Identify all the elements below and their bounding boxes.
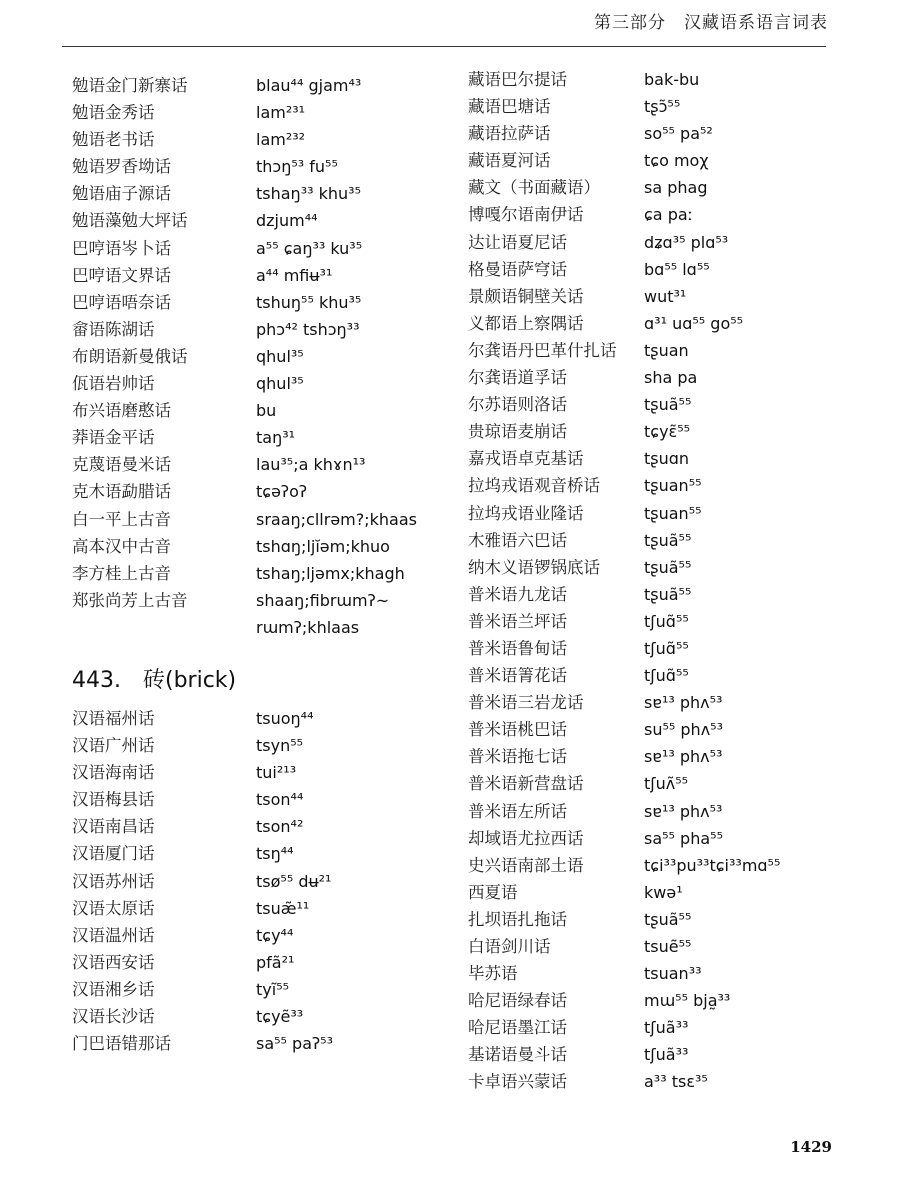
word-entry-row xyxy=(468,635,848,662)
language-name: 白语剑川话 xyxy=(468,937,551,956)
pronunciation: tyĩ⁵⁵ xyxy=(256,979,290,999)
word-entry-row xyxy=(468,608,848,635)
pronunciation: pfã²¹ xyxy=(256,952,295,972)
word-entry-row xyxy=(468,66,848,93)
word-entry-row xyxy=(468,1068,848,1095)
word-entry-row xyxy=(72,397,452,424)
word-entry-row xyxy=(72,949,452,976)
language-name: 汉语广州话 xyxy=(72,736,155,756)
word-entry-row xyxy=(72,732,452,759)
word-entry-row xyxy=(468,906,848,933)
language-name: 汉语湘乡话 xyxy=(72,979,155,999)
pronunciation: lam²³² xyxy=(256,130,306,150)
language-name: 木雅语六巴话 xyxy=(468,530,567,550)
word-entry-row xyxy=(468,256,848,283)
pronunciation: sɐ¹³ phʌ⁵³ xyxy=(644,693,723,713)
word-entry-row xyxy=(468,120,848,147)
word-entry-row xyxy=(72,895,452,922)
language-name: 勉语金秀话 xyxy=(72,103,155,123)
pronunciation: tɕyɛ̃⁵⁵ xyxy=(644,422,691,442)
pronunciation: tʃuɑ̃⁵⁵ xyxy=(644,611,689,631)
word-entry-row xyxy=(468,93,848,120)
language-name: 勉语罗香坳话 xyxy=(72,157,171,177)
word-entry-row xyxy=(468,662,848,689)
language-name: 达让语夏尼话 xyxy=(468,232,567,252)
pronunciation: bak-bu xyxy=(644,70,700,89)
pronunciation: tʃuʌ̃⁵⁵ xyxy=(644,774,689,794)
pronunciation: sa phag xyxy=(644,178,708,198)
pronunciation: tʃuã³³ xyxy=(644,1045,689,1065)
left-top-list xyxy=(72,72,452,641)
pronunciation: tɕyẽ³³ xyxy=(256,1007,304,1026)
language-name: 普米语新营盘话 xyxy=(468,774,584,794)
word-entry-row xyxy=(72,560,452,587)
language-name: 藏文（书面藏语） xyxy=(468,178,600,198)
language-name: 布朗语新曼俄话 xyxy=(72,346,188,366)
pronunciation: tʂɔ̃⁵⁵ xyxy=(644,97,681,117)
word-entry-row xyxy=(72,478,452,505)
word-entry-row xyxy=(72,126,452,153)
word-entry-row xyxy=(72,153,452,180)
word-entry-row xyxy=(468,174,848,201)
word-entry-row xyxy=(468,418,848,445)
language-name: 普米语三岩龙话 xyxy=(468,693,584,713)
language-name: 哈尼语墨江话 xyxy=(468,1018,567,1038)
language-name: 布兴语磨憨话 xyxy=(72,401,171,421)
language-name: 史兴语南部土语 xyxy=(468,855,584,875)
pronunciation: rɯmʔ;khlaas xyxy=(256,617,360,637)
language-name: 普米语九龙话 xyxy=(468,584,567,604)
pronunciation: dʑɑ³⁵ plɑ⁵³ xyxy=(644,232,729,252)
pronunciation: phɔ⁴² tshɔŋ³³ xyxy=(256,319,360,339)
language-name: 毕苏语 xyxy=(468,964,518,984)
word-entry-row xyxy=(72,614,452,641)
pronunciation: taŋ³¹ xyxy=(256,428,296,448)
pronunciation: sɐ¹³ phʌ⁵³ xyxy=(644,747,723,767)
language-name: 汉语苏州话 xyxy=(72,871,155,891)
pronunciation: a⁴⁴ mfiʉ³¹ xyxy=(256,265,333,285)
word-entry-row xyxy=(72,99,452,126)
language-name: 汉语海南话 xyxy=(72,763,155,783)
language-name: 汉语西安话 xyxy=(72,952,155,972)
word-entry-row xyxy=(468,283,848,310)
pronunciation: so⁵⁵ pa⁵² xyxy=(644,124,713,144)
pronunciation: qhul³⁵ xyxy=(256,346,304,366)
language-name: 李方桂上古音 xyxy=(72,563,171,583)
pronunciation: a⁵⁵ ɕaŋ³³ ku³⁵ xyxy=(256,238,363,258)
pronunciation: tshaŋ;ljəmx;khagh xyxy=(256,563,405,583)
language-name: 尔龚语道孚话 xyxy=(468,368,567,388)
pronunciation: tsuan³³ xyxy=(644,964,702,984)
pronunciation: sa⁵⁵ pha⁵⁵ xyxy=(644,828,723,848)
word-entry-row xyxy=(468,743,848,770)
word-entry-row xyxy=(72,868,452,895)
pronunciation: lam²³¹ xyxy=(256,103,306,123)
word-entry-row xyxy=(468,201,848,228)
word-entry-row xyxy=(468,879,848,906)
pronunciation: tshaŋ³³ khu³⁵ xyxy=(256,184,361,204)
pronunciation: tʃuɑ̃⁵⁵ xyxy=(644,666,689,686)
word-entry-row xyxy=(468,527,848,554)
language-name: 勉语老书话 xyxy=(72,130,155,150)
pronunciation: sa⁵⁵ paʔ⁵³ xyxy=(256,1034,334,1054)
language-name: 佤语岩帅话 xyxy=(72,374,155,394)
language-name: 博嘎尔语南伊话 xyxy=(468,205,584,225)
word-entry-row xyxy=(468,554,848,581)
language-name: 却域语尤拉西话 xyxy=(468,828,584,848)
pronunciation: dzjum⁴⁴ xyxy=(256,211,318,231)
word-entry-row xyxy=(468,581,848,608)
language-name: 纳木义语锣锅底话 xyxy=(468,557,600,577)
pronunciation: shaaŋ;fibrɯmʔ~ xyxy=(256,590,390,610)
language-name: 巴哼语唔奈话 xyxy=(72,292,171,312)
pronunciation: tshuŋ⁵⁵ khu³⁵ xyxy=(256,292,362,312)
section-heading: 砖(brick) xyxy=(142,667,237,693)
language-name: 汉语福州话 xyxy=(72,708,155,728)
word-entry-row xyxy=(468,364,848,391)
language-name: 藏语巴尔提话 xyxy=(468,70,567,89)
language-name: 嘉戎语卓克基话 xyxy=(468,449,584,469)
language-name: 尔苏语则洛话 xyxy=(468,395,567,415)
word-entry-row xyxy=(468,391,848,418)
language-name: 格曼语萨穹话 xyxy=(468,259,567,279)
pronunciation: tʂuã⁵⁵ xyxy=(644,530,692,550)
language-name: 勉语金门新寨话 xyxy=(72,76,188,95)
word-entry-row xyxy=(468,500,848,527)
language-name: 畲语陈湖话 xyxy=(72,319,155,339)
pronunciation: sha pa xyxy=(644,368,698,388)
pronunciation: bu xyxy=(256,401,277,421)
language-name: 高本汉中古音 xyxy=(72,536,171,556)
word-entry-row xyxy=(468,337,848,364)
page-number: 1429 xyxy=(790,1138,832,1156)
language-name: 巴哼语文界话 xyxy=(72,265,171,285)
language-name: 扎坝语扎拖话 xyxy=(468,909,567,929)
word-entry-row xyxy=(468,310,848,337)
right-column xyxy=(468,66,848,1096)
word-entry-row xyxy=(72,533,452,560)
word-entry-row xyxy=(468,229,848,256)
language-name: 普米语鲁甸话 xyxy=(468,638,567,658)
language-name: 尔龚语丹巴革什扎话 xyxy=(468,340,617,360)
word-entry-row xyxy=(468,987,848,1014)
word-entry-row xyxy=(468,689,848,716)
word-entry-row xyxy=(468,798,848,825)
language-name: 克蔑语曼米话 xyxy=(72,455,171,475)
left-column xyxy=(72,72,452,1057)
pronunciation: kwə¹ xyxy=(644,882,683,902)
pronunciation: qhul³⁵ xyxy=(256,374,304,394)
language-name: 白一平上古音 xyxy=(72,509,171,529)
language-name: 藏语夏河话 xyxy=(468,151,551,171)
pronunciation: tʂuan⁵⁵ xyxy=(644,476,702,496)
running-header: 第三部分 汉藏语系语言词表 xyxy=(594,13,828,33)
pronunciation: wut³¹ xyxy=(644,286,687,306)
word-entry-row xyxy=(468,472,848,499)
word-entry-row xyxy=(468,933,848,960)
word-entry-row xyxy=(72,506,452,533)
pronunciation: tʃuã³³ xyxy=(644,1018,689,1038)
language-name: 普米语拖七话 xyxy=(468,747,567,767)
pronunciation: tʂuã⁵⁵ xyxy=(644,584,692,604)
language-name: 克木语勐腊话 xyxy=(72,482,171,502)
language-name: 藏语巴塘话 xyxy=(468,97,551,117)
pronunciation: a³³ tsɛ³⁵ xyxy=(644,1072,708,1092)
language-name: 拉坞戎语业隆话 xyxy=(468,503,584,523)
word-entry-row xyxy=(72,976,452,1003)
word-entry-row xyxy=(468,445,848,472)
pronunciation: tson⁴² xyxy=(256,817,304,837)
word-entry-row xyxy=(72,705,452,732)
language-name: 勉语藻勉大坪话 xyxy=(72,211,188,231)
word-entry-row xyxy=(72,424,452,451)
pronunciation: tʂuɑn xyxy=(644,449,690,469)
language-name: 勉语庙子源话 xyxy=(72,184,171,204)
word-entry-row xyxy=(72,289,452,316)
word-entry-row xyxy=(72,207,452,234)
section-title xyxy=(72,659,452,703)
pronunciation: tsuæ̃¹¹ xyxy=(256,898,310,918)
pronunciation: su⁵⁵ phʌ⁵³ xyxy=(644,720,723,740)
language-name: 卡卓语兴蒙话 xyxy=(468,1072,567,1092)
language-name: 莽语金平话 xyxy=(72,428,155,448)
pronunciation: tson⁴⁴ xyxy=(256,790,304,810)
left-bottom-list xyxy=(72,705,452,1057)
pronunciation: tɕəʔoʔ xyxy=(256,482,308,502)
language-name: 景颇语铜壁关话 xyxy=(468,286,584,306)
pronunciation: tui²¹³ xyxy=(256,763,297,783)
pronunciation: tʃuɑ̃⁵⁵ xyxy=(644,638,689,658)
word-entry-row xyxy=(72,587,452,614)
language-name: 普米语兰坪话 xyxy=(468,611,567,631)
word-entry-row xyxy=(72,316,452,343)
word-entry-row xyxy=(468,960,848,987)
word-entry-row xyxy=(468,147,848,174)
word-entry-row xyxy=(468,770,848,797)
language-name: 普米语桃巴话 xyxy=(468,720,567,740)
pronunciation: tsuẽ⁵⁵ xyxy=(644,937,692,956)
language-name: 西夏语 xyxy=(468,882,518,902)
pronunciation: tsuoŋ⁴⁴ xyxy=(256,708,314,728)
word-entry-row xyxy=(468,1014,848,1041)
pronunciation: mɯ⁵⁵ bja̰³³ xyxy=(644,991,731,1011)
language-name: 汉语太原话 xyxy=(72,898,155,918)
word-entry-row xyxy=(72,180,452,207)
pronunciation: ɑ³¹ uɑ⁵⁵ go⁵⁵ xyxy=(644,313,744,333)
word-entry-row xyxy=(72,262,452,289)
pronunciation: tʂuã⁵⁵ xyxy=(644,557,692,577)
pronunciation: bɑ⁵⁵ lɑ⁵⁵ xyxy=(644,259,710,279)
word-entry-row xyxy=(72,759,452,786)
language-name: 基诺语曼斗话 xyxy=(468,1045,567,1065)
word-entry-row xyxy=(72,786,452,813)
word-entry-row xyxy=(72,235,452,262)
word-entry-row xyxy=(72,343,452,370)
pronunciation: sɐ¹³ phʌ⁵³ xyxy=(644,801,723,821)
pronunciation: tʂuã⁵⁵ xyxy=(644,395,692,415)
pronunciation: thɔŋ⁵³ fu⁵⁵ xyxy=(256,157,338,177)
pronunciation: tsyn⁵⁵ xyxy=(256,736,304,756)
language-name: 汉语长沙话 xyxy=(72,1007,155,1026)
language-name xyxy=(72,614,256,641)
pronunciation: tʂuã⁵⁵ xyxy=(644,909,692,929)
pronunciation: blau⁴⁴ gjam⁴³ xyxy=(256,76,362,95)
word-entry-row xyxy=(72,922,452,949)
language-name: 藏语拉萨话 xyxy=(468,124,551,144)
language-name: 汉语梅县话 xyxy=(72,790,155,810)
pronunciation: tɕy⁴⁴ xyxy=(256,925,294,945)
pronunciation: tsŋ⁴⁴ xyxy=(256,844,294,864)
word-entry-row xyxy=(72,1030,452,1057)
pronunciation: ɕa paː xyxy=(644,205,694,225)
language-name: 哈尼语绿春话 xyxy=(468,991,567,1011)
language-name: 普米语箐花话 xyxy=(468,666,567,686)
word-entry-row xyxy=(72,370,452,397)
language-name: 巴哼语岑卜话 xyxy=(72,238,171,258)
language-name: 拉坞戎语观音桥话 xyxy=(468,476,600,496)
word-entry-row xyxy=(72,72,452,99)
header-rule xyxy=(62,46,826,47)
language-name: 汉语厦门话 xyxy=(72,844,155,864)
word-entry-row xyxy=(468,1041,848,1068)
pronunciation: lau³⁵;a khɤn¹³ xyxy=(256,455,366,475)
pronunciation: tʂuan xyxy=(644,340,689,360)
section-number: 443. xyxy=(72,667,121,693)
language-name: 汉语南昌话 xyxy=(72,817,155,837)
pronunciation: tɕo moχ xyxy=(644,151,709,171)
language-name: 贵琼语麦崩话 xyxy=(468,422,567,442)
pronunciation: tsø⁵⁵ dʉ²¹ xyxy=(256,871,332,891)
right-list xyxy=(468,66,848,1096)
pronunciation: tɕi³³pu³³tɕi³³mɑ⁵⁵ xyxy=(644,855,781,875)
pronunciation: sraaŋ;cllrəm?;khaas xyxy=(256,509,417,529)
pronunciation: tʂuan⁵⁵ xyxy=(644,503,702,523)
word-entry-row xyxy=(468,852,848,879)
word-entry-row xyxy=(72,813,452,840)
language-name: 郑张尚芳上古音 xyxy=(72,590,188,610)
word-entry-row xyxy=(468,825,848,852)
word-entry-row xyxy=(72,1003,452,1030)
word-entry-row xyxy=(72,840,452,867)
word-entry-row xyxy=(72,451,452,478)
language-name: 义都语上察隅话 xyxy=(468,313,584,333)
word-entry-row xyxy=(468,716,848,743)
language-name: 普米语左所话 xyxy=(468,801,567,821)
language-name: 门巴语错那话 xyxy=(72,1034,171,1054)
language-name: 汉语温州话 xyxy=(72,925,155,945)
pronunciation: tshɑŋ;ljĭəm;khuo xyxy=(256,536,390,556)
